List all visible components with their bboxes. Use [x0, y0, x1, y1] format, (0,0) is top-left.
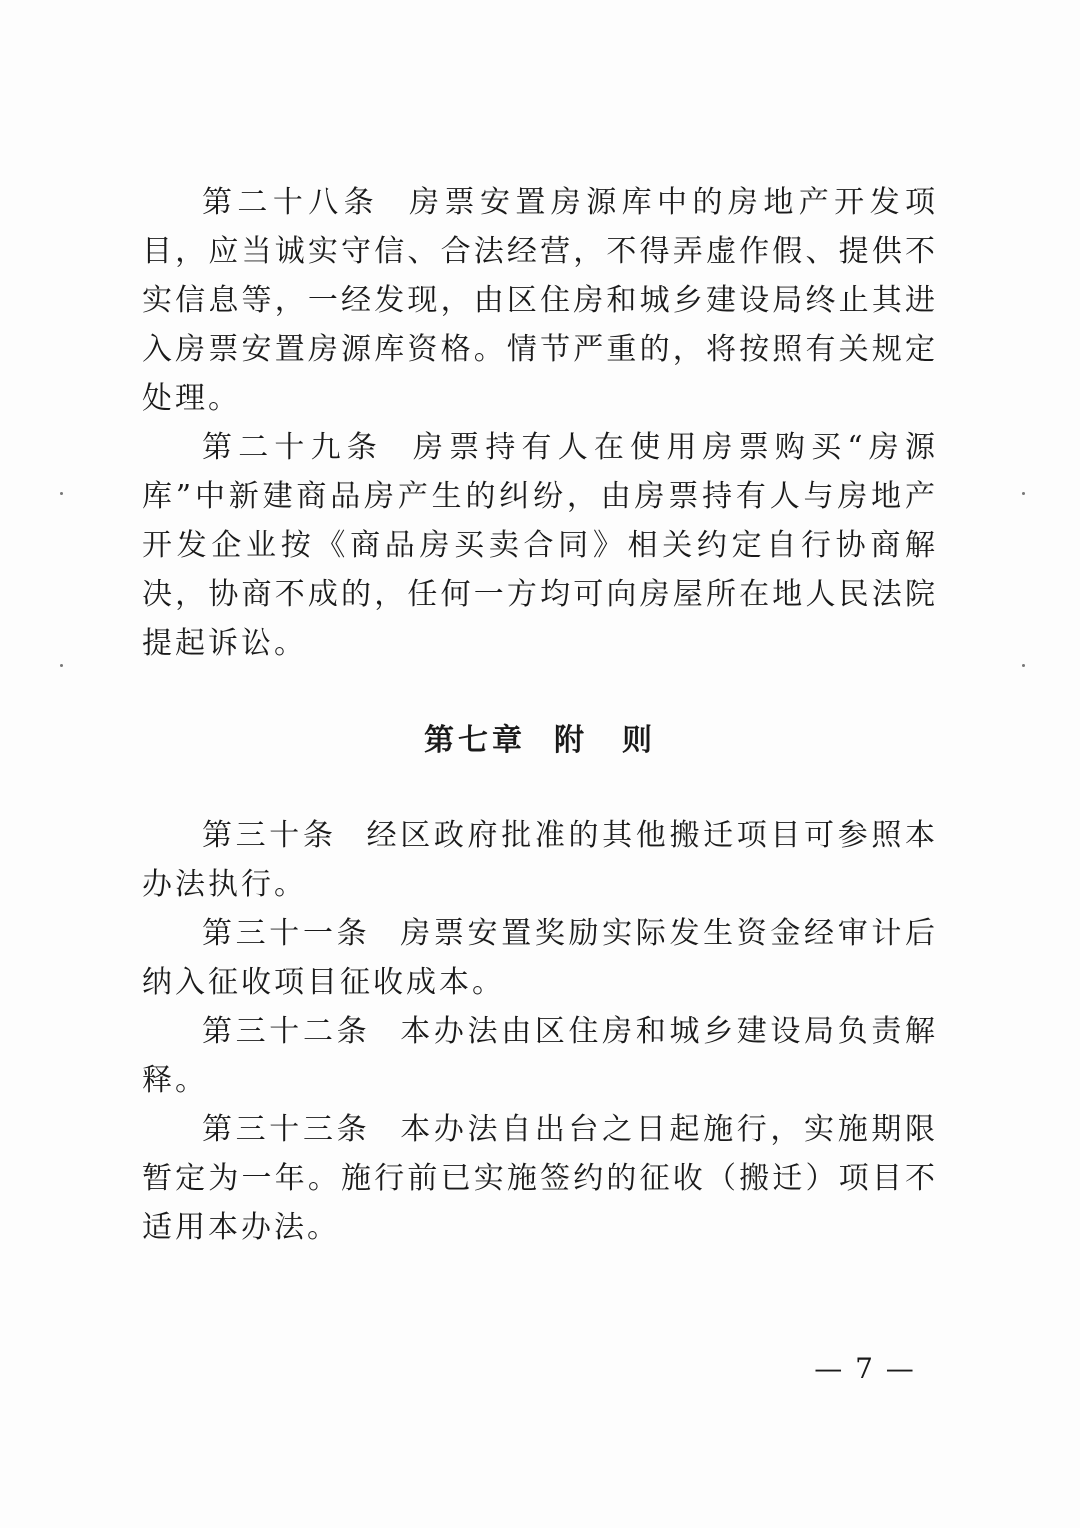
page-number: — 7 —	[814, 1352, 916, 1385]
article-label: 第三十一条	[202, 916, 371, 951]
article-29	[142, 423, 938, 668]
scan-artifact-dot	[60, 492, 63, 495]
article-label: 第三十二条	[202, 1014, 371, 1049]
article-label: 第二十九条	[202, 430, 383, 465]
article-30	[142, 811, 938, 909]
article-label: 第三十条	[202, 818, 337, 853]
chapter-heading	[142, 716, 938, 765]
chapter-number: 第七章	[424, 723, 526, 758]
scan-artifact-dot	[1022, 492, 1025, 495]
article-31	[142, 909, 938, 1007]
article-text: 房票持有人在使用房票购买“房源库”中新建商品房产生的纠纷，由房票持有人与房地产开发企业按《商品房买卖合同》相关约定自行协商解决，协商不成的，任何一方均可向房屋所在地人民法院提起诉讼。	[142, 430, 938, 661]
document-body	[142, 178, 938, 1252]
article-text: 本办法自出台之日起施行，实施期限暂定为一年。施行前已实施签约的征收（搬迁）项目不适用本办法。	[142, 1112, 938, 1245]
article-32	[142, 1007, 938, 1105]
article-text: 房票安置房源库中的房地产开发项目，应当诚实守信、合法经营，不得弄虚作假、提供不实信息等，一经发现，由区住房和城乡建设局终止其进入房票安置房源库资格。情节严重的，将按照有关规定处理。	[142, 185, 939, 416]
article-28	[142, 178, 938, 423]
article-label: 第二十八条	[202, 185, 380, 220]
article-label: 第三十三条	[202, 1112, 371, 1147]
scan-artifact-dot	[1022, 664, 1025, 667]
article-text: 经区政府批准的其他搬迁项目可参照本办法执行。	[142, 818, 939, 902]
article-text: 本办法由区住房和城乡建设局负责解释。	[142, 1014, 938, 1098]
article-text: 房票安置奖励实际发生资金经审计后纳入征收项目征收成本。	[142, 916, 938, 1000]
article-33	[142, 1105, 938, 1252]
chapter-title: 附 则	[554, 723, 656, 758]
scan-artifact-dot	[60, 664, 63, 667]
